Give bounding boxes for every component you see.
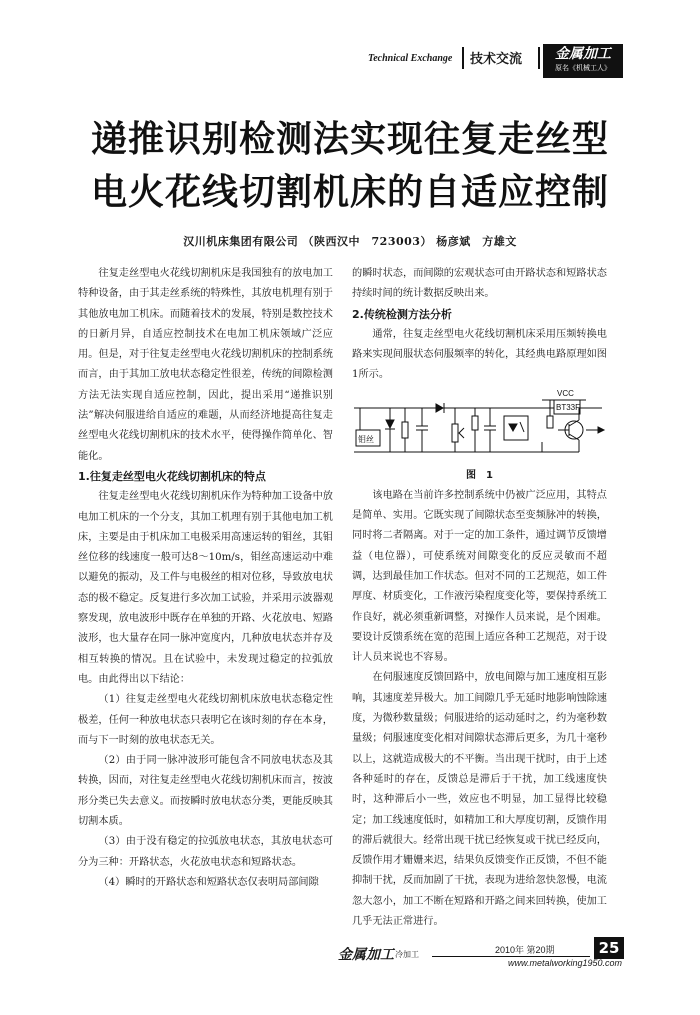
journal-logo-title: 金属加工 xyxy=(555,46,611,62)
header-english-label: Technical Exchange xyxy=(368,53,453,64)
footer-issue: 2010年 第20期 xyxy=(495,945,555,955)
paragraph: 在伺服速度反馈回路中，放电间隙与加工速度相互影响，其速度差异极大。加工间隙几乎无延时地影响蚀除速度，为微秒数量级；伺服进给的运动延时之，约为毫秒数量级；伺服速度变化相对间隙状态滞后更多，为几十毫秒以上，这就造成极大的不平衡。当出现干扰时，由于上述各种延时的存在，反馈总是滞后于干扰，加工线速度快时，这种滞后小一些，效应也不明显，加工显得比较稳定；加工线速度低时，如精加工和大厚度切割，反馈作用的滞后就很大。经常出现干扰已经恢复或干扰已经反向，反馈作用才姗姗来迟，结果负反馈变作正反馈，不但不能抑制干扰，反而加剧了干扰，表现为进给忽快忽慢，电流忽大忽小，加工不断在短路和开路之间来回转换，使加工几乎无法正常进行。 xyxy=(352,672,607,928)
header-divider xyxy=(538,47,540,69)
wire-label: 钼丝 xyxy=(358,434,374,444)
circuit-diagram xyxy=(352,386,607,464)
figure-1-caption: 图 1 xyxy=(466,469,493,481)
intro-paragraph: 往复走丝型电火花线切割机床是我国独有的放电加工特种设备，由于其走丝系统的特殊性，其放电机理有别于其他放电加工机床。而随着技术的发展，特别是数控技术的日新月异，自适应控制技术在电加工机床领域广泛应用。但是，对于往复走丝型电火花线切割机床的控制系统而言，由于其加工放电状态稳定性很差，传统的间隙检测方法无法实现自适应控制，因此，提出采用“递推识别法”解决伺服进给自适应的难题，从而经济地提高往复走丝型电火花线切割机床的技术水平，使得操作简单化、智能化。 xyxy=(78,268,333,462)
footer-rule xyxy=(432,956,590,957)
page-number: 25 xyxy=(594,937,624,959)
right-column xyxy=(352,264,607,932)
conclusion-item-4: （4）瞬时的开路状态和短路状态仅表明局部间隙 xyxy=(98,876,319,888)
article-title-line-2: 电火花线切割机床的自适应控制 xyxy=(90,172,609,213)
header-section-label: 技术交流 xyxy=(470,52,523,67)
conclusion-item-1: （1）往复走丝型电火花线切割机床放电状态稳定性极差，任何一种放电状态只表明它在该时刻的存在本身，而与下一时刻的放电状态无关。 xyxy=(78,694,333,746)
author-byline: 汉川机床集团有限公司 （陕西汉中 723003） 杨彦斌 方雄文 xyxy=(183,235,517,248)
conclusion-item-3: （3）由于没有稳定的拉弧放电状态，其放电状态可分为三种：开路状态，火花放电状态和短路状态。 xyxy=(78,836,333,868)
section-heading-1: 1.往复走丝型电火花线切割机床的特点 xyxy=(78,469,266,483)
journal-logo xyxy=(543,44,623,78)
paragraph: 该电路在当前许多控制系统中仍被广泛应用，其特点是简单、实用。它既实现了间隙状态至变频脉冲的转换，同时将二者隔离。对于一定的加工条件，通过调节反馈增益（电位器），可使系统对间隙变化的反应灵敏而不超调，达到最佳加工作状态。但对不同的工艺规范，如工件厚度、材质变化，工作液污染程度变化等，要保持系统工作良好，就必须重新调整，对操作人员来说，是个困难。要设计反馈系统在宽的范围上适应各种工艺规范，对于设计人员来说也不容易。 xyxy=(352,489,607,664)
conclusion-item-2: （2）由于同一脉冲波形可能包含不同放电状态及其转换，因而，对往复走丝型电火花线切割机床而言，按波形分类已失去意义。而按瞬时放电状态分类，更能反映其切割本质。 xyxy=(78,755,333,828)
ic-label: BT33F xyxy=(556,402,581,412)
footer-journal-logo: 金属加工 xyxy=(338,947,394,963)
paragraph: 往复走丝型电火花线切割机床作为特种加工设备中放电加工机床的一个分支，其加工机理有别于其他电加工机床，主要是由于机床加工电极采用高速运转的钼丝，其钼丝位移的线速度一般可达8～10m/s，钼丝高速运动中难以避免的振动，及工件与电极丝的相对位移，导致放电状态的极不稳定。反复进行多次加工试验，并采用示波器观察发现，放电波形中既存在单独的开路、火花放电、短路波形，也大量存在同一脉冲宽度内，几种放电状态并存及相互转换的情况。且在试验中，未发现过稳定的拉弧放电。由此得出以下结论： xyxy=(78,491,333,685)
header-divider xyxy=(462,47,464,69)
journal-logo-subtitle: 原名《机械工人》 xyxy=(555,64,611,72)
section-heading-2: 2.传统检测方法分析 xyxy=(352,307,452,321)
footer-url: www.metalworking1950.com xyxy=(508,958,623,968)
figure-1-circuit xyxy=(352,386,607,464)
continued-paragraph: 的瞬时状态，而间隙的宏观状态可由开路状态和短路状态持续时间的统计数据反映出来。 xyxy=(352,268,607,300)
paragraph: 通常，往复走丝型电火花线切割机床采用压频转换电路来实现间服状态伺服频率的转化，其经典电路原理如图1所示。 xyxy=(352,328,607,381)
vcc-label: VCC xyxy=(557,388,574,398)
footer-journal-subtitle: 冷加工 xyxy=(395,950,419,959)
article-title-line-1: 递推识别检测法实现往复走丝型 xyxy=(90,119,609,160)
left-column xyxy=(78,264,333,893)
